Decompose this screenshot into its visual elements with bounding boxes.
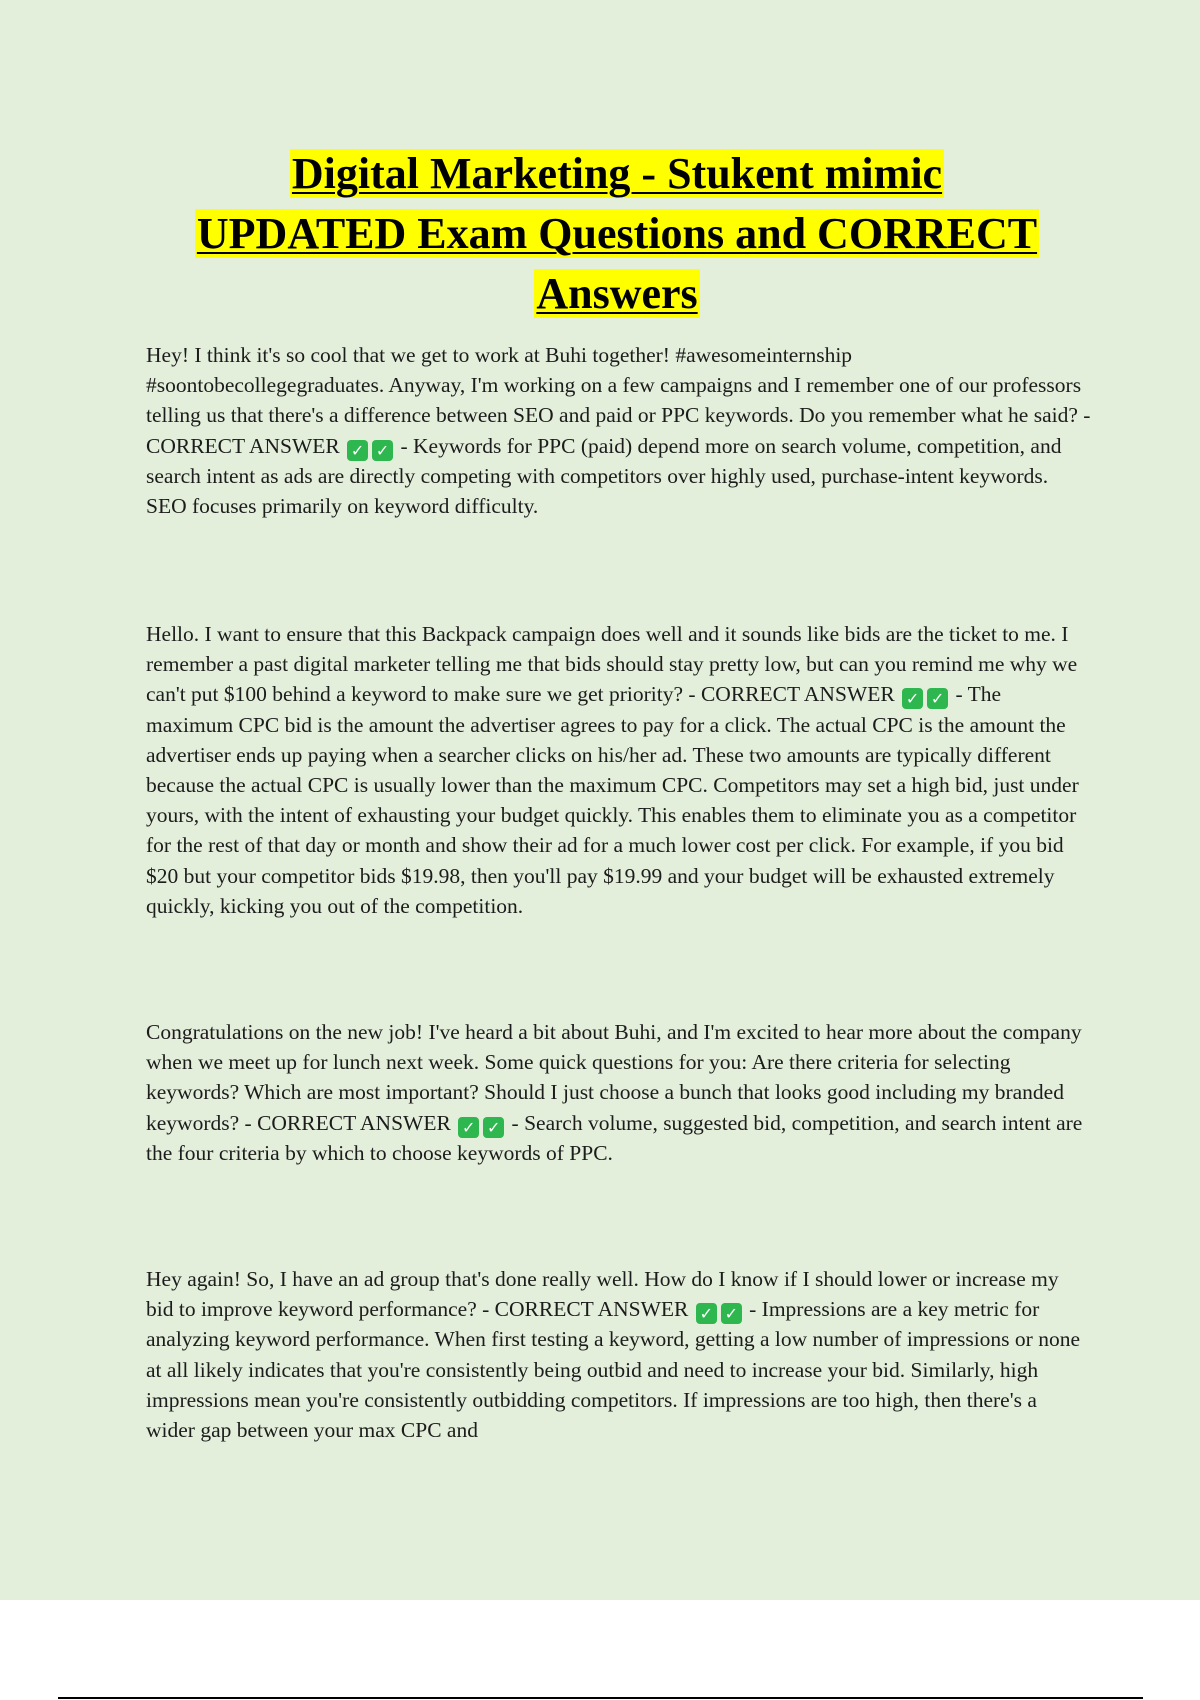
checkmark-icon: ✓ xyxy=(458,1117,479,1138)
title-line-1: Digital Marketing - Stukent mimic xyxy=(291,149,943,198)
checkmark-icon: ✓ xyxy=(347,440,368,461)
answer-text: - Impressions are a key metric for analyzing keyword performance. When first testing a keyword, getting a low number of impressions or none at all likely indicates that you're consistently being outbid and need to increase your bid. Similarly, high impressions mean you're consistently outbidding competitors. If impressions are too high, then there's a wider gap between your max CPC and xyxy=(146,1297,1081,1443)
qa-item-3 xyxy=(146,1017,1091,1168)
question-text: Congratulations on the new job! I've heard a bit about Buhi, and I'm excited to hear more about the company when we meet up for lunch next week. Some quick questions for you: Are there criteria for selecting keywords? Which are most important? Should I just choose a bunch that looks good including my branded keywords? - xyxy=(146,1020,1082,1135)
correct-answer-marker: CORRECT ANSWER xyxy=(146,433,340,458)
answer-text: - Keywords for PPC (paid) depend more on search volume, competition, and search intent as ads are directly competing with competitors over highly used, purchase-intent keywords. SEO focuses primarily on keyword difficulty. xyxy=(146,433,1062,519)
correct-answer-marker: CORRECT ANSWER xyxy=(700,682,895,707)
question-text: Hey! I think it's so cool that we get to work at Buhi together! #awesomeinternship #soontobecollegegraduates. Anyway, I'm working on a few campaigns and I remember one of our professors telling us that there's a difference between SEO and paid or PPC keywords. Do you remember what he said? - xyxy=(146,343,1091,428)
checkmark-icon: ✓ xyxy=(483,1117,504,1138)
correct-answer-marker: CORRECT ANSWER xyxy=(494,1297,689,1322)
checkmark-icon: ✓ xyxy=(696,1303,717,1324)
checkmark-icon: ✓ xyxy=(902,688,923,709)
title-line-3: Answers xyxy=(536,269,698,318)
title-line-2: UPDATED Exam Questions and CORRECT xyxy=(196,209,1038,258)
qa-item-1 xyxy=(146,340,1091,521)
checkmark-icon: ✓ xyxy=(372,440,393,461)
checkmark-icon: ✓ xyxy=(927,688,948,709)
question-text: Hello. I want to ensure that this Backpack campaign does well and it sounds like bids are the ticket to me. I remember a past digital marketer telling me that bids should stay pretty low, but can you remind me why we can't put $100 behind a keyword to make sure we get priority? - xyxy=(146,622,1078,707)
answer-text: - Search volume, suggested bid, competition, and search intent are the four criteria by which to choose keywords of PPC. xyxy=(146,1110,1083,1165)
correct-answer-marker: CORRECT ANSWER xyxy=(257,1110,451,1135)
checkmark-icon: ✓ xyxy=(721,1303,742,1324)
question-text: Hey again! So, I have an ad group that's done really well. How do I know if I should lower or increase my bid to improve keyword performance? - xyxy=(146,1267,1059,1322)
qa-item-2 xyxy=(146,619,1091,921)
page-separator-rule xyxy=(58,1697,1143,1699)
answer-text: - The maximum CPC bid is the amount the advertiser agrees to pay for a click. The actual CPC is the amount the advertiser ends up paying when a searcher clicks on his/her ad. These two amounts are typically different because the actual CPC is usually lower than the maximum CPC. Competitors may set a high bid, just under yours, with the intent of exhausting your budget quickly. This enables them to eliminate you as a competitor for the rest of that day or month and show their ad for a much lower cost per click. For example, if you bid $20 but your competitor bids $19.98, then you'll pay $19.99 and your budget will be exhausted extremely quickly, kicking you out of the competition. xyxy=(146,682,1079,918)
qa-item-4 xyxy=(146,1264,1091,1445)
document-title xyxy=(100,144,1134,324)
